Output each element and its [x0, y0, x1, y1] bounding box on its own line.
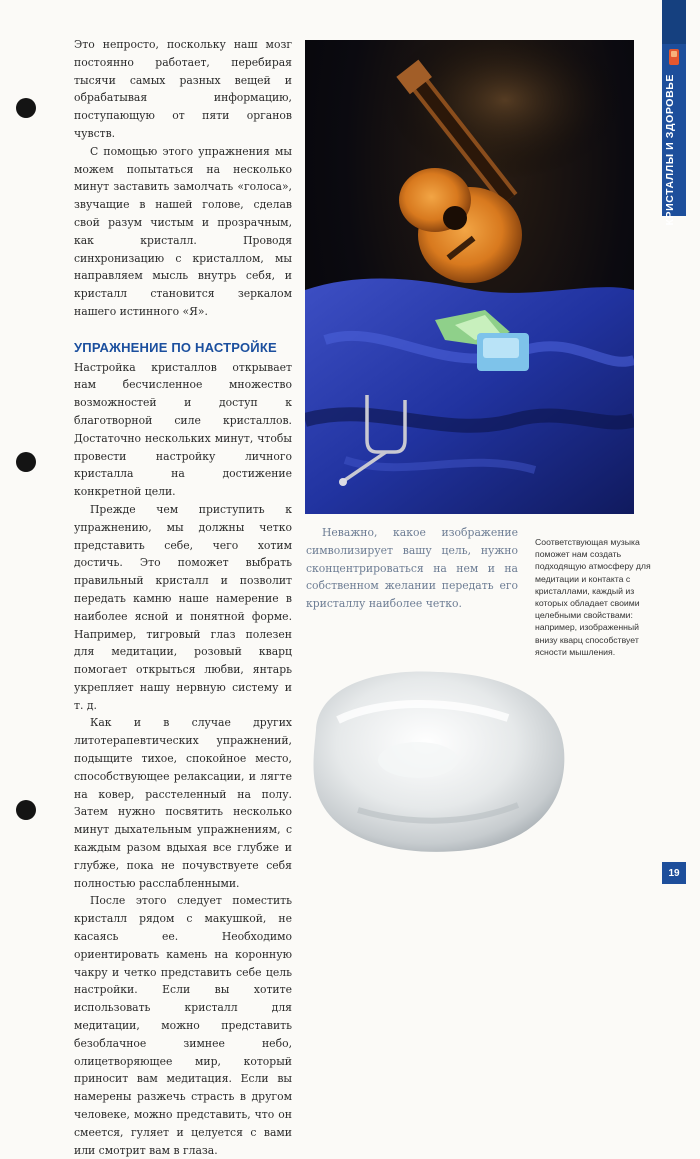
- quartz-illustration: [298, 660, 568, 860]
- section-heading: УПРАЖНЕНИЕ ПО НАСТРОЙКЕ: [74, 339, 277, 355]
- page-number: 19: [662, 862, 686, 884]
- paragraph: Неважно, какое изображение символизирует вашу цель, нужно сконцентрироваться на нем и на собственном желании передать его кристаллу наиболее четко.: [306, 526, 518, 611]
- left-text-column: [74, 36, 292, 1159]
- section-side-tab: [662, 0, 686, 226]
- paragraph: Настройка кристаллов открывает нам бесчисленное множество возможностей и доступ к благотворной силе кристаллов. Достаточно нескольких минут, чтобы провести настройку личного кристалла на достижение конкретной цели.: [74, 360, 292, 499]
- paragraph: Это непросто, поскольку наш мозг постоянно работает, перебирая тысячи самых разных вещей и обрабатывая информацию, поступающую от пяти органов чувств.: [74, 38, 292, 140]
- binder-hole: [16, 800, 36, 820]
- crystal-icon: [668, 48, 680, 66]
- guitar-crystal-photo: [305, 40, 634, 514]
- binder-hole: [16, 98, 36, 118]
- paragraph: Прежде чем приступить к упражнению, мы должны четко представить себе, чего хотим достичь. Это поможет выбрать правильный кристалл и позволит передать камню наше намерение в наиболее ясной и понятной форме. Например, тигровый глаз полезен для медитации, розовый кварц помогает открыться любви, янтарь укрепляет нашу нервную систему и т. д.: [74, 502, 292, 712]
- section-tab-label: КРИСТАЛЛЫ И ЗДОРОВЬЕ: [664, 74, 676, 226]
- side-tab-header: [662, 0, 686, 44]
- photo-caption: Соответствующая музыка поможет нам создать подходящую атмосферу для медитации и контакта с кристаллами, каждый из которых обладает своими целебными свойствами: например, изображенный внизу кварц способствует ясности мышления.: [535, 537, 651, 657]
- body-text-continued: [306, 524, 518, 613]
- paragraph: После этого следует поместить кристалл рядом с макушкой, не касаясь ее. Необходимо ориентировать камень на коронную чакру и четко представить себе цель настройки. Если вы хотите использовать кристалл для медитации, можно представить безоблачное зимнее небо, олицетворяющее мир, который приносит вам медитация. Если вы намерены разжечь страсть в другом человеке, можно представить, что он смеется, гуляет и целуется с вами или смотрит вам в глаза.: [74, 894, 292, 1157]
- binder-hole: [16, 452, 36, 472]
- quartz-crystal-photo: [298, 660, 568, 860]
- paragraph: Как и в случае других литотерапевтических упражнений, подыщите тихое, спокойное место, способствующее релаксации, и лягте на ковер, расстеленный на полу. Затем нужно посвятить несколько минут дыхательным упражнениям, с каждым разом вдыхая все глубже и глубже, пока не почувствуете себя полностью расслабленными.: [74, 716, 292, 890]
- guitar-crystal-illustration: [305, 40, 634, 514]
- paragraph: С помощью этого упражнения мы можем попытаться на несколько минут заставить замолчать «голоса», звучащие в нашей голове, сделав свой разум чистым и прозрачным, как кристалл. Проводя синхронизацию с кристаллом, мы направляем мысль внутрь себя, и кристалл становится зеркалом нашего истинного «Я».: [74, 144, 292, 318]
